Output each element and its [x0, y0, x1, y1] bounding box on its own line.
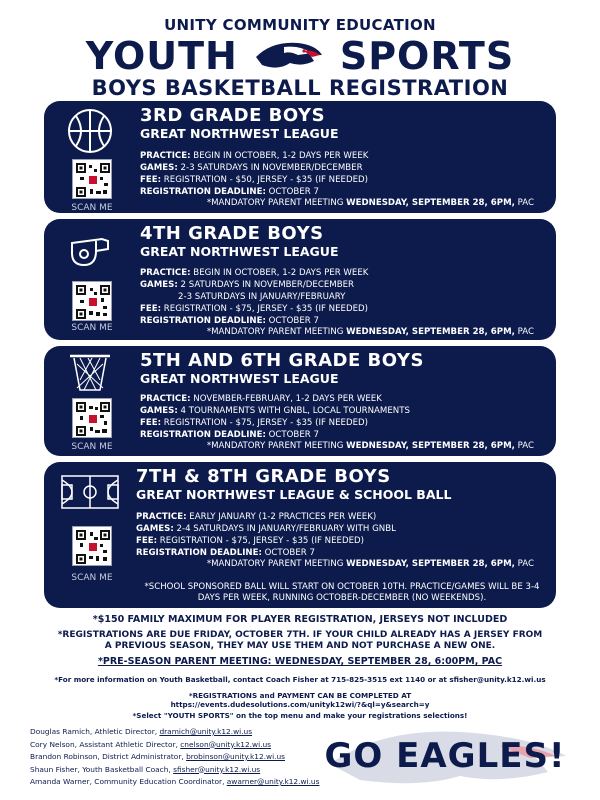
card-3rd-grade — [44, 101, 556, 213]
go-eagles-slogan: GO EAGLES! — [324, 736, 566, 776]
card-5th-6th-grade — [44, 346, 556, 456]
fee-label: FEE: — [140, 304, 162, 314]
practice-label: PRACTICE: — [140, 268, 191, 278]
games-label: GAMES: — [140, 163, 178, 173]
deadline-value: OCTOBER 7 — [268, 430, 319, 440]
qr-code-icon — [76, 285, 110, 319]
parent-meeting: *MANDATORY PARENT MEETING WEDNESDAY, SEPTEMBER 28, 6PM, PAC — [206, 441, 534, 451]
card-details — [136, 511, 546, 559]
games-value: 2-3 SATURDAYS IN NOVEMBER/DECEMBER — [180, 163, 363, 173]
practice-value: BEGIN IN OCTOBER, 1-2 DAYS PER WEEK — [193, 268, 369, 278]
games-value: 2-4 SATURDAYS IN JANUARY/FEBRUARY WITH GNBL — [176, 524, 396, 534]
practice-label: PRACTICE: — [140, 151, 191, 161]
fee-label: FEE: — [140, 418, 162, 428]
fee-value: REGISTRATION - $75, JERSEY - $35 (IF NEEDED) — [159, 536, 364, 546]
qr-code-icon — [76, 163, 110, 197]
games-label: GAMES: — [136, 524, 174, 534]
deadline-value: OCTOBER 7 — [264, 548, 315, 558]
qr-code[interactable] — [72, 526, 112, 566]
card-details — [140, 393, 546, 441]
scan-me-label: SCAN ME — [71, 323, 113, 333]
contact-email-link[interactable]: awarner@unity.k12.wi.us — [226, 777, 320, 786]
contact-item: Cory Nelson, Assistant Athletic Director, cnelson@unity.k12.wi.us — [30, 739, 272, 749]
fee-label: FEE: — [140, 175, 162, 185]
contact-email-link[interactable]: brobinson@unity.k12.wi.us — [186, 752, 286, 761]
deadline-label: REGISTRATION DEADLINE: — [140, 187, 266, 197]
org-name: UNITY COMMUNITY EDUCATION — [164, 16, 436, 34]
contact-email-link[interactable]: dramich@unity.k12.wi.us — [159, 727, 253, 736]
parent-meeting: *MANDATORY PARENT MEETING WEDNESDAY, SEPTEMBER 28, 6PM, PAC — [206, 327, 534, 337]
registration-link[interactable]: https://events.dudesolutions.com/unityk12wi/?&ql=y&search=y — [170, 700, 430, 709]
parent-meeting: *MANDATORY PARENT MEETING WEDNESDAY, SEPTEMBER 28, 6PM, PAC — [206, 559, 534, 569]
due-note: *REGISTRATIONS ARE DUE FRIDAY, OCTOBER 7TH. IF YOUR CHILD ALREADY HAS A JERSEY FROM A PREVIOUS SEASON, THEY MAY USE THEM AND NOT PURCHASE A NEW ONE. — [57, 630, 543, 651]
fee-value: REGISTRATION - $75, JERSEY - $35 (IF NEEDED) — [163, 304, 368, 314]
contact-item: Shaun Fisher, Youth Basketball Coach, sfisher@unity.k12.wi.us — [30, 764, 261, 774]
card-title: 7TH & 8TH GRADE BOYS — [136, 466, 391, 487]
basketball-hoop-icon — [66, 350, 114, 398]
qr-code-icon — [76, 530, 110, 564]
games-label: GAMES: — [140, 280, 178, 290]
contact-item: Brandon Robinson, District Administrator, brobinson@unity.k12.wi.us — [30, 752, 286, 761]
games-value: 4 TOURNAMENTS WITH GNBL, LOCAL TOURNAMENTS — [180, 406, 410, 416]
card-title: 3RD GRADE BOYS — [140, 105, 326, 126]
online-registration-note — [0, 691, 600, 709]
contact-email-link[interactable]: sfisher@unity.k12.wi.us — [173, 764, 261, 774]
card-details — [140, 150, 546, 198]
family-max-note: *$150 FAMILY MAXIMUM FOR PLAYER REGISTRATION, JERSEYS NOT INCLUDED — [92, 614, 508, 625]
scan-me-label: SCAN ME — [71, 442, 113, 452]
title-row — [0, 34, 600, 78]
card-title: 5TH AND 6TH GRADE BOYS — [140, 350, 424, 371]
deadline-label: REGISTRATION DEADLINE: — [136, 548, 262, 558]
contact-item: Douglas Ramich, Athletic Director, dramich@unity.k12.wi.us — [30, 727, 253, 736]
school-ball-note: *SCHOOL SPONSORED BALL WILL START ON OCTOBER 10TH. PRACTICE/GAMES WILL BE 3-4 DAYS PER WEEK, RUNNING OCTOBER-DECEMBER (NO WEEKENDS). — [144, 582, 540, 603]
games-label: GAMES: — [140, 406, 178, 416]
games-value-2: 2-3 SATURDAYS IN JANUARY/FEBRUARY — [178, 292, 346, 302]
practice-value: EARLY JANUARY (1-2 PRACTICES PER WEEK) — [189, 512, 377, 522]
card-7th-8th-grade — [44, 462, 556, 608]
title-left: YOUTH — [85, 34, 238, 78]
qr-code[interactable] — [72, 398, 112, 438]
preseason-meeting-note: *PRE-SEASON PARENT MEETING: WEDNESDAY, SEPTEMBER 28, 6:00PM, PAC — [97, 656, 503, 667]
parent-meeting: *MANDATORY PARENT MEETING WEDNESDAY, SEPTEMBER 28, 6PM, PAC — [206, 198, 534, 208]
eagle-logo-icon — [254, 37, 324, 75]
select-menu-note: *Select "YOUTH SPORTS" on the top menu and make your registrations selections! — [132, 711, 468, 720]
contact-list — [30, 726, 319, 789]
fee-label: FEE: — [136, 536, 158, 546]
page-subtitle: BOYS BASKETBALL REGISTRATION — [91, 76, 509, 100]
card-title: 4TH GRADE BOYS — [140, 223, 324, 244]
more-info-note: *For more information on Youth Basketball, contact Coach Fisher at 715-825-3515 ext 1140 or at sfisher@unity.k12.wi.us — [54, 675, 546, 684]
contact-item: Amanda Warner, Community Education Coordinator, awarner@unity.k12.wi.us — [30, 777, 320, 786]
deadline-value: OCTOBER 7 — [268, 316, 319, 326]
scan-me-label: SCAN ME — [71, 573, 113, 583]
online-registration-text: *REGISTRATIONS and PAYMENT CAN BE COMPLETED AT — [188, 691, 412, 700]
fee-value: REGISTRATION - $50, JERSEY - $35 (IF NEEDED) — [163, 175, 368, 185]
basketball-icon — [66, 107, 114, 155]
card-league: GREAT NORTHWEST LEAGUE & SCHOOL BALL — [136, 487, 452, 502]
card-league: GREAT NORTHWEST LEAGUE — [140, 244, 339, 259]
qr-code-icon — [76, 402, 110, 436]
scan-me-label: SCAN ME — [71, 203, 113, 213]
card-league: GREAT NORTHWEST LEAGUE — [140, 126, 339, 141]
card-league: GREAT NORTHWEST LEAGUE — [140, 371, 339, 386]
title-right: SPORTS — [339, 34, 515, 78]
games-value: 2 SATURDAYS IN NOVEMBER/DECEMBER — [180, 280, 354, 290]
card-4th-grade — [44, 219, 556, 340]
practice-value: NOVEMBER-FEBRUARY, 1-2 DAYS PER WEEK — [193, 394, 382, 404]
qr-code[interactable] — [72, 281, 112, 321]
deadline-label: REGISTRATION DEADLINE: — [140, 430, 266, 440]
qr-code[interactable] — [72, 159, 112, 199]
practice-value: BEGIN IN OCTOBER, 1-2 DAYS PER WEEK — [193, 151, 369, 161]
deadline-label: REGISTRATION DEADLINE: — [140, 316, 266, 326]
card-details — [140, 267, 546, 327]
basketball-court-icon — [60, 472, 120, 512]
fee-value: REGISTRATION - $75, JERSEY - $35 (IF NEEDED) — [163, 418, 368, 428]
deadline-value: OCTOBER 7 — [268, 187, 319, 197]
practice-label: PRACTICE: — [140, 394, 191, 404]
whistle-icon — [66, 227, 114, 275]
contact-email-link[interactable]: cnelson@unity.k12.wi.us — [180, 739, 272, 749]
go-eagles-banner — [310, 726, 580, 786]
practice-label: PRACTICE: — [136, 512, 187, 522]
